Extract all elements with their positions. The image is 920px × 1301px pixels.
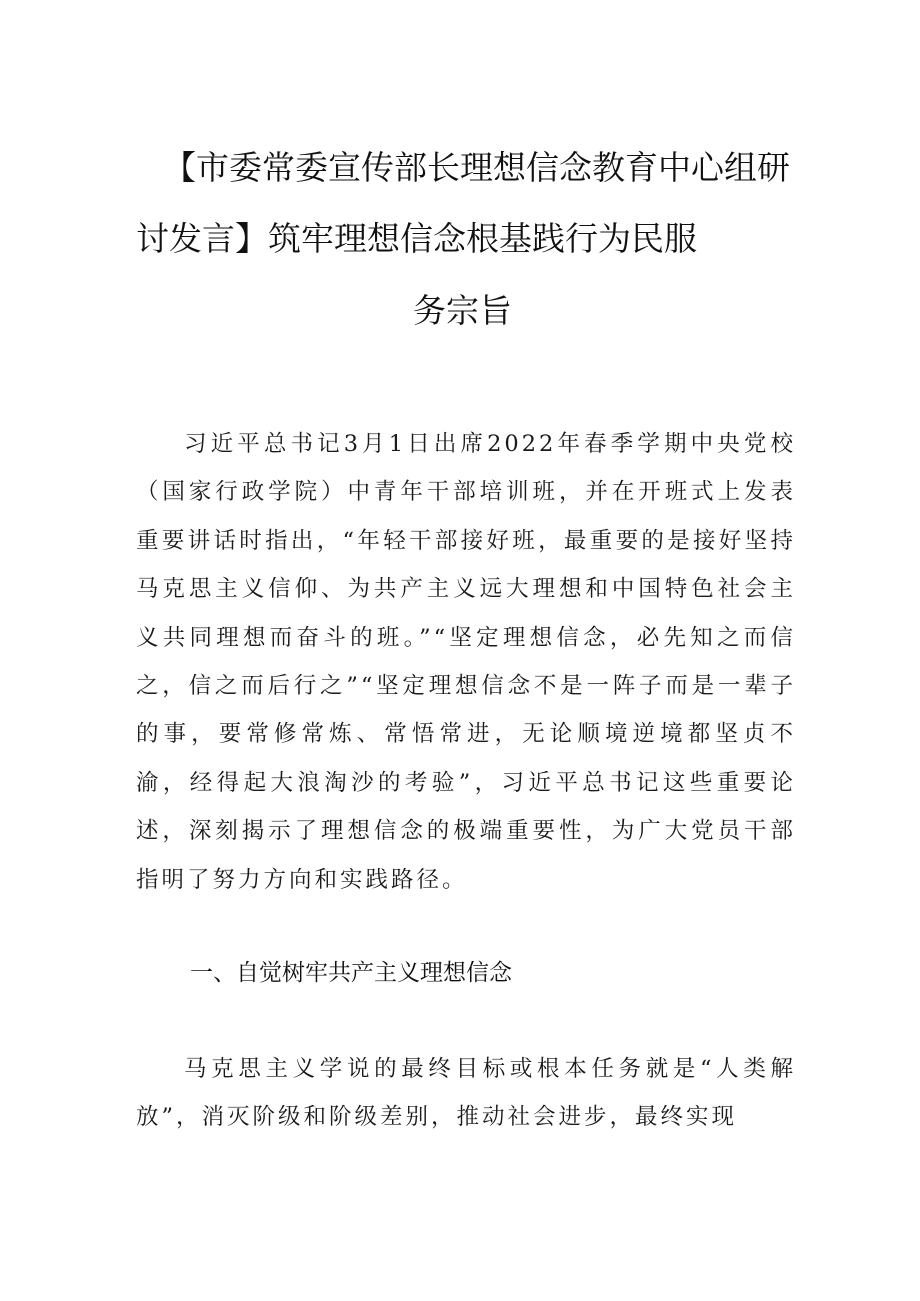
section-heading: 一、自觉树牢共产主义理想信念 xyxy=(190,960,512,986)
document-title-line-2: 讨发言】筑牢理想信念根基践行为民服 xyxy=(136,219,697,258)
section-paragraph: 马克思主义学说的最终目标或根本任务就是“人类解放”，消灭阶级和阶级差别，推动社会进步，最终实现 xyxy=(136,1056,796,1131)
document-title-line-3: 务宗旨 xyxy=(413,291,512,330)
intro-paragraph: 习近平总书记3月1日出席2022年春季学期中央党校（国家行政学院）中青年干部培训班，并在开班式上发表重要讲话时指出，“年轻干部接好班，最重要的是接好坚持马克思主义信仰、为共产主义远大理想和中国特色社会主义共同理想而奋斗的班。”“坚定理想信念，必先知之而信之，信之而后行之”“坚定理想信念不是一阵子而是一辈子的事，要常修常炼、常悟常进，无论顺境逆境都坚贞不渝，经得起大浪淘沙的考验”，习近平总书记这些重要论述，深刻揭示了理想信念的极端重要性，为广大党员干部指明了努力方向和实践路径。 xyxy=(136,431,796,893)
document-title-line-1: 【市委常委宣传部长理想信念教育中心组研 xyxy=(163,148,790,187)
